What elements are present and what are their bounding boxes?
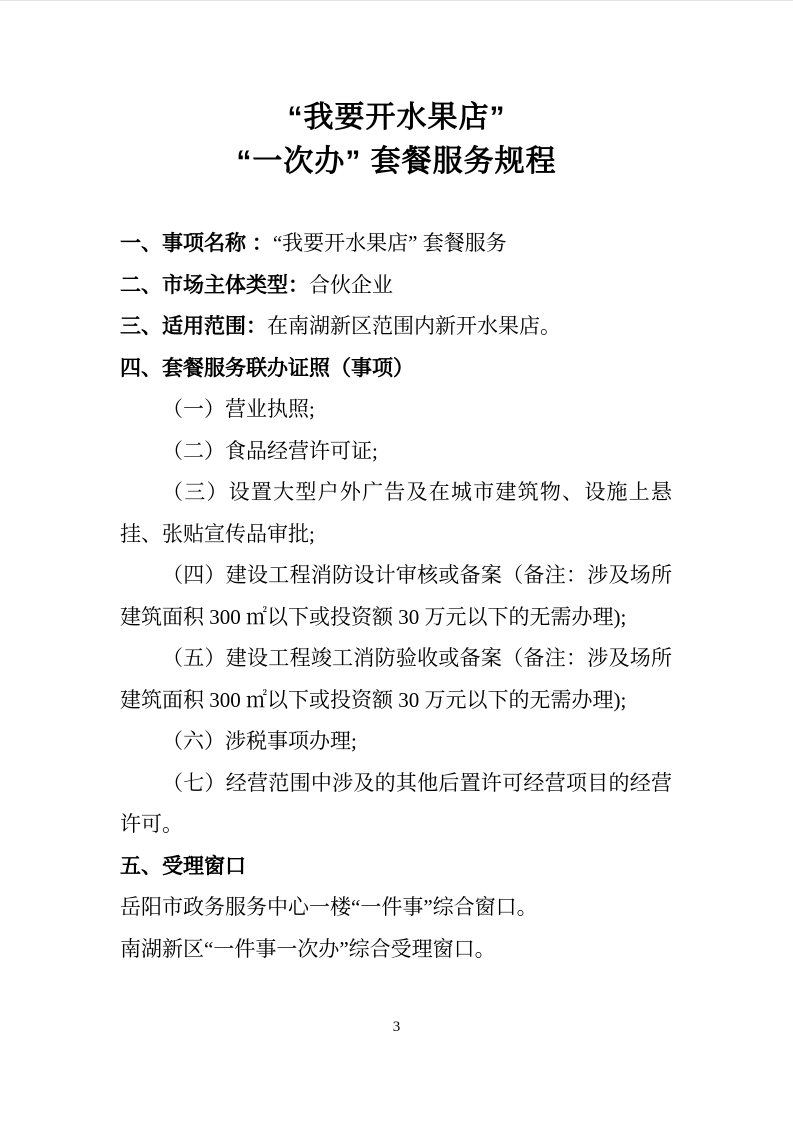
section-3-label: 三、适用范围： bbox=[120, 315, 267, 338]
document-body bbox=[120, 223, 672, 970]
list-item-7: （七）经营范围中涉及的其他后置许可经营项目的经营许可。 bbox=[120, 770, 672, 836]
page-number: 3 bbox=[392, 1019, 401, 1035]
list-item-6: （六）涉税事项办理; bbox=[162, 729, 357, 753]
document-title bbox=[0, 1, 793, 184]
list-item-5: （五）建设工程竣工消防验收或备案（备注：涉及场所建筑面积 300 ㎡以下或投资额 30 万元以下的无需办理); bbox=[120, 646, 672, 712]
list-item-2: （二）食品经营许可证; bbox=[162, 438, 378, 463]
window-line-1: 岳阳市政务服务中心一楼“一件事”综合窗口。 bbox=[120, 895, 538, 919]
section-2-label: 二、市场主体类型： bbox=[120, 273, 309, 297]
section-2-value: 合伙企业 bbox=[309, 272, 393, 297]
section-1-heading bbox=[120, 223, 672, 265]
title-line-2: “一次办” 套餐服务规程 bbox=[236, 145, 557, 178]
list-item-3: （三）设置大型户外广告及在城市建筑物、设施上悬挂、张贴宣传品审批; bbox=[120, 480, 672, 546]
section-4-heading: 四、套餐服务联办证照（事项） bbox=[120, 356, 414, 380]
section-1-value: “我要开水果店” 套餐服务 bbox=[272, 231, 507, 255]
title-line-1: “我要开水果店” bbox=[287, 101, 506, 134]
list-item-1: （一）营业执照; bbox=[162, 397, 315, 421]
section-3-heading bbox=[120, 306, 672, 348]
section-2-heading bbox=[120, 265, 672, 307]
window-line-2: 南湖新区“一件事一次办”综合受理窗口。 bbox=[120, 936, 496, 961]
section-3-value: 在南湖新区范围内新开水果店。 bbox=[267, 314, 561, 338]
section-5-heading: 五、受理窗口 bbox=[120, 854, 246, 878]
section-1-label: 一、事项名称 ： bbox=[120, 232, 273, 255]
list-item-4: （四）建设工程消防设计审核或备案（备注：涉及场所建筑面积 300 ㎡以下或投资额 30 万元以下的无需办理); bbox=[120, 563, 672, 629]
